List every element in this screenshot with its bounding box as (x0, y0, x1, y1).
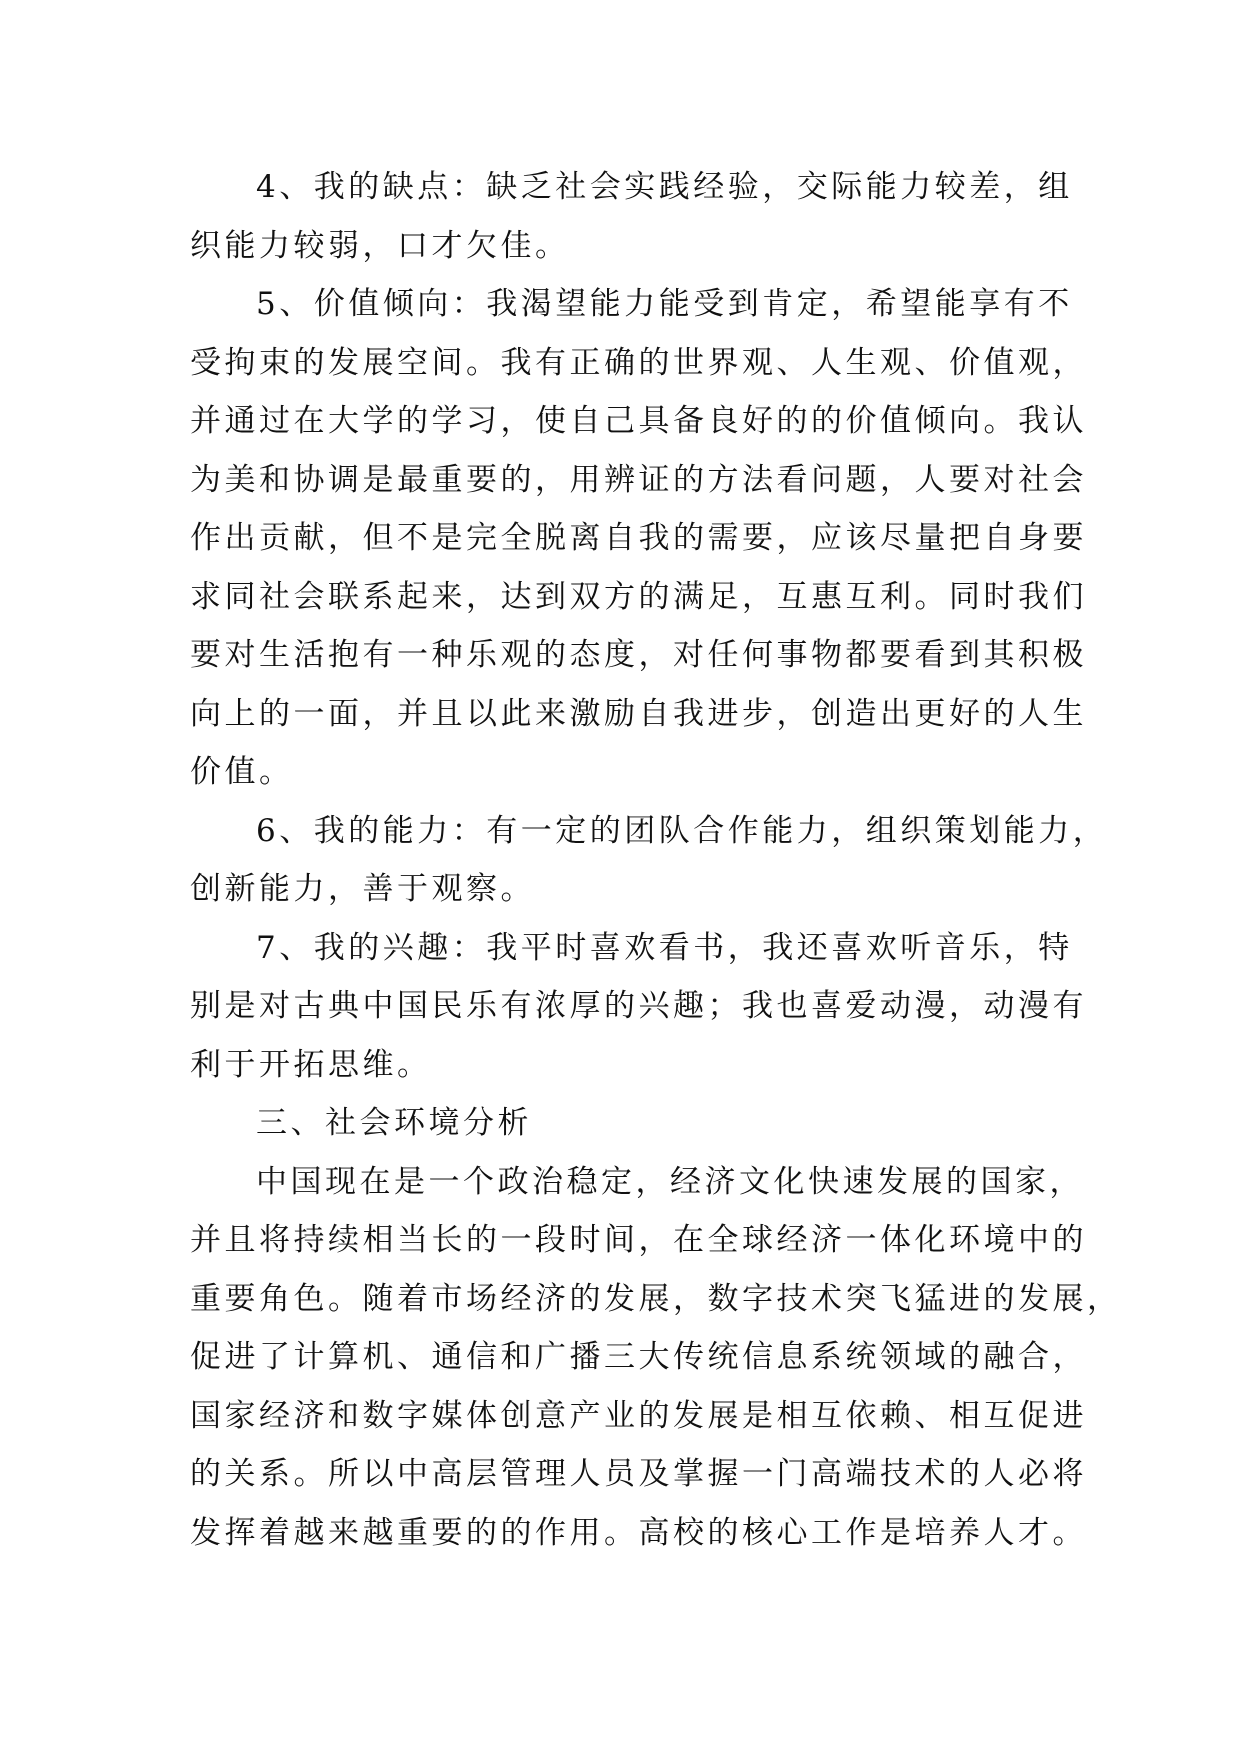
text-line: 4、我的缺点：缺乏社会实践经验，交际能力较差，组 (256, 169, 1073, 205)
text-line: 中国现在是一个政治稳定，经济文化快速发展的国家， (256, 1163, 1084, 1200)
text-line: 创新能力，善于观察。 (190, 871, 535, 907)
text-line: 利于开拓思维。 (190, 1046, 432, 1083)
text-line: 向上的一面，并且以此来激励自我进步，创造出更好的人生 (190, 695, 1087, 732)
text-line: 织能力较弱，口才欠佳。 (190, 227, 570, 264)
text-line: 价值。 (190, 754, 294, 790)
text-line: 为美和协调是最重要的，用辨证的方法看问题，人要对社会 (190, 461, 1087, 498)
text-line: 重要角色。随着市场经济的发展，数字技术突飞猛进的发展， (190, 1280, 1122, 1317)
text-line: 7、我的兴趣：我平时喜欢看书，我还喜欢听音乐，特 (256, 929, 1073, 966)
text-line: 的关系。所以中高层管理人员及掌握一门高端技术的人必将 (190, 1456, 1087, 1492)
text-line: 别是对古典中国民乐有浓厚的兴趣；我也喜爱动漫，动漫有 (190, 988, 1087, 1024)
text-line: 求同社会联系起来，达到双方的满足，互惠互利。同时我们 (190, 578, 1087, 615)
text-line: 5、价值倾向：我渴望能力能受到肯定，希望能享有不 (256, 286, 1073, 322)
text-line: 并通过在大学的学习，使自己具备良好的的价值倾向。我认 (190, 403, 1087, 439)
text-line: 6、我的能力：有一定的团队合作能力，组织策划能力， (256, 812, 1108, 849)
text-line: 发挥着越来越重要的的作用。高校的核心工作是培养人才。 (190, 1514, 1087, 1551)
text-line: 促进了计算机、通信和广播三大传统信息系统领域的融合， (190, 1339, 1087, 1375)
text-line: 作出贡献，但不是完全脱离自我的需要，应该尽量把自身要 (190, 520, 1087, 556)
text-line: 并且将持续相当长的一段时间，在全球经济一体化环境中的 (190, 1222, 1087, 1258)
body-text (190, 158, 1122, 1562)
text-line: 受拘束的发展空间。我有正确的世界观、人生观、价值观， (190, 344, 1087, 381)
text-line: 国家经济和数字媒体创意产业的发展是相互依赖、相互促进 (190, 1397, 1087, 1434)
section-heading: 三、社会环境分析 (256, 1105, 532, 1141)
text-line: 要对生活抱有一种乐观的态度，对任何事物都要看到其积极 (190, 637, 1087, 673)
